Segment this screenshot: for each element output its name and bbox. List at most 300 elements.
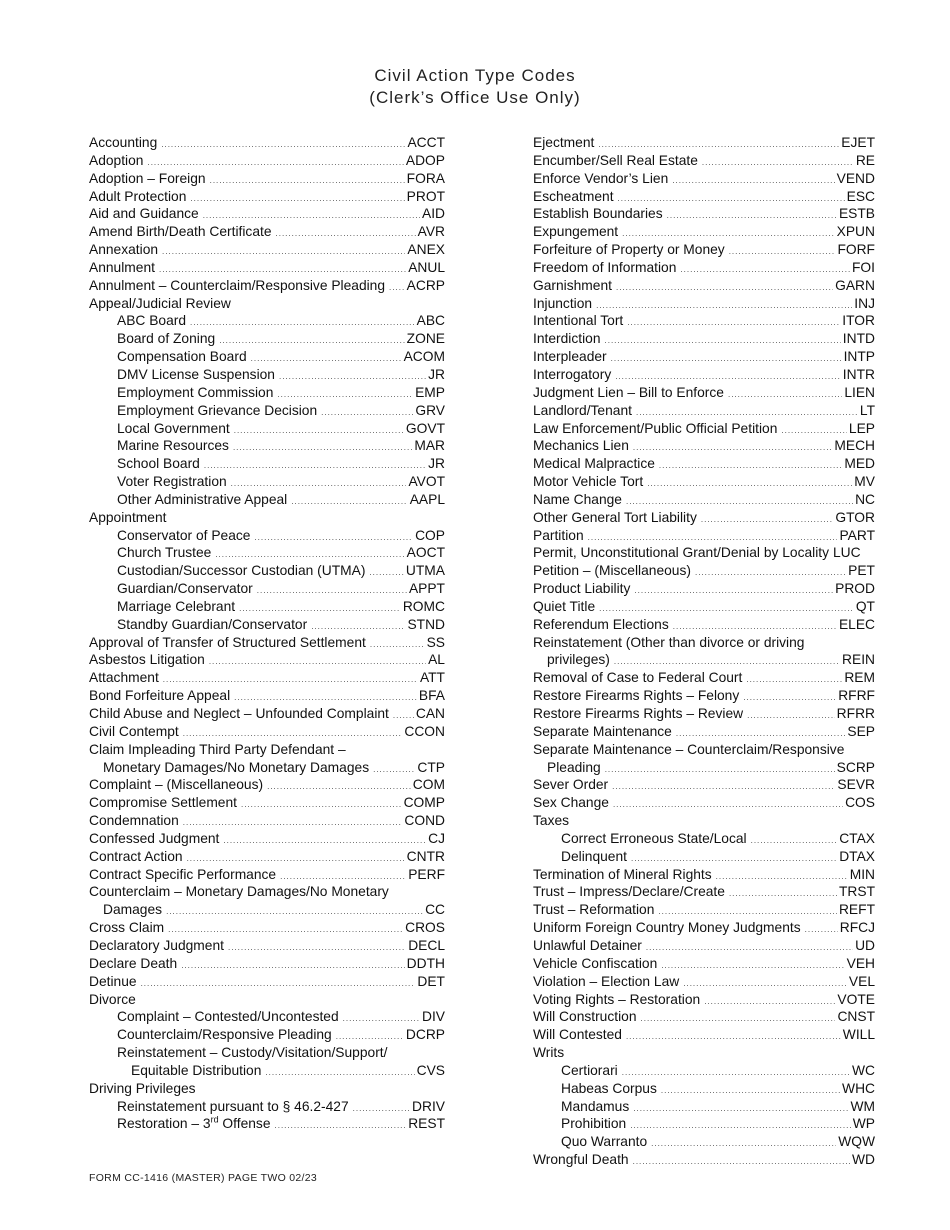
form-footer [89, 1172, 317, 1184]
code-row [89, 919, 445, 937]
case-type-label: Freedom of Information [533, 259, 677, 275]
case-type-label: Correct Erroneous State/Local [561, 830, 747, 846]
code-row [533, 580, 875, 598]
code-row [533, 455, 875, 473]
case-code: SEP [847, 723, 875, 739]
code-row [89, 955, 445, 973]
case-type-label: Ejectment [533, 135, 595, 150]
case-type-label: Termination of Mineral Rights [533, 866, 712, 882]
dot-leader [661, 1082, 840, 1100]
code-row [533, 883, 875, 901]
dot-leader [596, 297, 852, 315]
case-type-label: Separate Maintenance [533, 723, 672, 739]
dot-leader [233, 439, 412, 457]
code-row [89, 384, 445, 402]
case-type-label: Counterclaim/Responsive Pleading [117, 1027, 332, 1043]
case-type-label: Prohibition [561, 1116, 627, 1132]
case-type-label: Church Trustee [117, 545, 212, 561]
dot-leader [633, 1153, 850, 1171]
code-row [89, 1115, 445, 1133]
code-row [89, 598, 445, 616]
category-heading [89, 741, 445, 759]
case-code: ATT [419, 670, 445, 686]
dot-leader [667, 207, 837, 225]
code-row [89, 723, 445, 741]
code-row [89, 205, 445, 223]
dot-leader [161, 136, 405, 154]
dot-leader [651, 1135, 836, 1153]
code-row [89, 580, 445, 598]
case-type-label: Other General Tort Liability [533, 509, 697, 525]
case-code: ESC [846, 188, 875, 204]
category-label: Counterclaim – Monetary Damages/No Monetary [89, 884, 389, 900]
case-code: WQW [838, 1134, 875, 1150]
case-code: AVR [417, 224, 445, 240]
code-row [533, 723, 875, 741]
case-code: RFRF [838, 688, 875, 704]
code-row [89, 277, 445, 295]
code-row [89, 1026, 445, 1044]
case-type-label: Trust – Impress/Declare/Create [533, 884, 725, 900]
case-type-label: School Board [117, 456, 200, 472]
case-type-label: Detinue [89, 973, 137, 989]
code-row [89, 616, 445, 634]
code-row [533, 830, 875, 848]
case-code: CNST [837, 1009, 875, 1025]
case-type-label: Compensation Board [117, 349, 247, 365]
code-row [89, 455, 445, 473]
case-code: MED [844, 456, 875, 472]
case-code: GARN [835, 277, 875, 293]
case-code: APPT [408, 581, 445, 597]
code-row [89, 848, 445, 866]
case-type-label: Motor Vehicle Tort [533, 474, 644, 490]
dot-leader [257, 582, 407, 600]
dot-leader [228, 939, 406, 957]
dot-leader [630, 1117, 851, 1135]
category-heading [89, 295, 445, 313]
dot-leader [605, 761, 835, 779]
case-type-label: Sever Order [533, 777, 609, 793]
case-code: COND [404, 813, 445, 829]
case-code: ANEX [407, 242, 445, 258]
dot-leader [729, 243, 836, 261]
code-row [533, 312, 875, 330]
case-code: ITOR [842, 313, 875, 329]
case-type-label: privileges) [547, 652, 610, 668]
code-row [533, 848, 875, 866]
case-type-label: Condemnation [89, 813, 179, 829]
case-type-label: Reinstatement pursuant to § 46.2-427 [117, 1098, 349, 1114]
case-code: MV [854, 474, 875, 490]
dot-leader [661, 957, 844, 975]
dot-leader [746, 671, 842, 689]
case-type-label: Partition [533, 527, 584, 543]
case-type-label: Pleading [547, 759, 601, 775]
case-code: DTAX [839, 848, 875, 864]
case-code: PROT [406, 188, 445, 204]
case-type-label: Referendum Elections [533, 616, 669, 632]
dot-leader [633, 439, 833, 457]
case-code: CCON [404, 723, 445, 739]
case-type-label: Will Contested [533, 1027, 622, 1043]
case-type-label: Annulment – Counterclaim/Responsive Pleading [89, 277, 386, 293]
dot-leader [241, 796, 402, 814]
code-row [533, 1098, 875, 1116]
case-code: TRST [838, 884, 875, 900]
code-row [533, 491, 875, 509]
dot-leader [729, 885, 837, 903]
code-row [533, 651, 875, 669]
code-row [89, 1062, 445, 1080]
dot-leader [695, 564, 846, 582]
code-row [533, 527, 875, 545]
case-code: CTAX [839, 830, 875, 846]
case-type-label: Uniform Foreign Country Money Judgments [533, 920, 801, 936]
case-type-label: Interrogatory [533, 366, 612, 382]
code-row [89, 901, 445, 919]
case-code: WC [852, 1062, 875, 1078]
dot-leader [743, 689, 836, 707]
case-code: PERF [408, 866, 445, 882]
dot-leader [276, 225, 416, 243]
case-code: CTP [417, 759, 445, 775]
case-type-label: Unlawful Detainer [533, 937, 642, 953]
case-type-label: Child Abuse and Neglect – Unfounded Complaint [89, 706, 389, 721]
category-label: Taxes [533, 813, 570, 829]
code-row [533, 1026, 875, 1044]
category-heading [533, 634, 875, 652]
category-heading [89, 991, 445, 1009]
code-row [533, 759, 875, 777]
case-code: REST [408, 1116, 445, 1132]
case-code: INTP [843, 349, 875, 365]
case-code: QT [855, 598, 875, 614]
dot-leader [616, 279, 833, 297]
case-code: MIN [849, 866, 875, 882]
code-row [89, 776, 445, 794]
case-code: COP [415, 527, 445, 543]
category-label: Reinstatement – Custody/Visitation/Support/ [117, 1045, 388, 1061]
case-code: DDTH [406, 955, 445, 971]
case-code: CNTR [406, 848, 445, 864]
case-type-label: Vehicle Confiscation [533, 955, 658, 971]
dot-leader [210, 172, 405, 190]
dot-leader [166, 903, 423, 921]
case-type-label: Approval of Transfer of Structured Settlement [89, 634, 366, 650]
code-row [533, 330, 875, 348]
case-type-label: Injunction [533, 295, 593, 311]
case-code: ANUL [408, 259, 445, 275]
case-code: JR [428, 366, 445, 382]
case-type-label: Forfeiture of Property or Money [533, 242, 725, 258]
case-code: ACOM [403, 349, 445, 365]
case-type-label: Guardian/Conservator [117, 581, 253, 597]
case-code: PET [848, 563, 875, 579]
case-code: CJ [428, 830, 445, 846]
dot-leader [672, 172, 834, 190]
code-row [89, 473, 445, 491]
code-row [533, 598, 875, 616]
case-type-label: Complaint – (Miscellaneous) [89, 777, 264, 793]
dot-leader [204, 457, 426, 475]
case-code: ESTB [838, 206, 875, 222]
case-type-label: Violation – Election Law [533, 973, 680, 989]
code-row [533, 134, 875, 152]
code-row [533, 509, 875, 527]
dot-leader [647, 475, 852, 493]
case-code: XPUN [836, 224, 875, 240]
case-type-label: Mandamus [561, 1098, 630, 1114]
case-code: MAR [414, 438, 445, 454]
code-row [533, 991, 875, 1009]
case-type-label: Petition – (Miscellaneous) [533, 563, 691, 579]
case-code: LEP [848, 420, 875, 436]
code-row [89, 866, 445, 884]
code-row [533, 241, 875, 259]
case-type-label: Aid and Guidance [89, 206, 199, 222]
code-row [533, 919, 875, 937]
case-code: EJET [841, 135, 875, 150]
case-type-label: Enforce Vendor’s Lien [533, 170, 669, 186]
case-type-label: Monetary Damages/No Monetary Damages [103, 759, 370, 775]
case-code: AOCT [406, 545, 445, 561]
code-row [533, 437, 875, 455]
code-row [89, 527, 445, 545]
case-type-label: Board of Zoning [117, 331, 216, 347]
case-type-label: Asbestos Litigation [89, 652, 205, 668]
case-type-label: DMV License Suspension [117, 366, 275, 382]
case-type-label: Other Administrative Appeal [117, 491, 288, 507]
code-row [533, 544, 875, 562]
case-type-label: Compromise Settlement [89, 795, 237, 811]
case-code: FORA [406, 170, 445, 186]
case-code: VEH [846, 955, 875, 971]
code-row [533, 277, 875, 295]
case-code: SEVR [837, 777, 875, 793]
case-code: GTOR [835, 509, 875, 525]
case-code: SS [426, 634, 445, 650]
case-code: VEND [836, 170, 875, 186]
dot-leader [181, 957, 404, 975]
case-type-label: Adult Protection [89, 188, 187, 204]
code-row [89, 188, 445, 206]
case-code: ACCT [407, 135, 445, 150]
case-type-label: Confessed Judgment [89, 830, 220, 846]
dot-leader [267, 778, 411, 796]
case-code: EMP [415, 384, 445, 400]
category-label: Separate Maintenance – Counterclaim/Responsive [533, 741, 845, 757]
code-row [89, 223, 445, 241]
form-id: FORM CC-1416 (MASTER) PAGE TWO [89, 1172, 287, 1184]
dot-leader [680, 261, 850, 279]
case-type-label: Interpleader [533, 349, 607, 365]
case-code: ACRP [406, 277, 445, 293]
case-code: GOVT [405, 420, 445, 436]
code-row [89, 170, 445, 188]
case-type-label: Damages [103, 902, 163, 918]
case-type-label: Contract Specific Performance [89, 866, 277, 882]
case-type-label: Complaint – Contested/Uncontested [117, 1009, 339, 1025]
case-code: RFCJ [839, 920, 875, 936]
dot-leader [701, 511, 834, 529]
category-heading [89, 1080, 445, 1098]
dot-leader [223, 832, 426, 850]
code-row [89, 759, 445, 777]
case-code: FORF [837, 242, 875, 258]
case-code: CROS [405, 920, 445, 936]
code-row [89, 973, 445, 991]
dot-leader [369, 564, 403, 582]
code-row [533, 1062, 875, 1080]
dot-leader [805, 921, 838, 939]
case-type-label: Annexation [89, 242, 159, 258]
case-type-label: Expungement [533, 224, 619, 240]
dot-leader [162, 243, 405, 261]
dot-leader [605, 332, 841, 350]
code-row [533, 616, 875, 634]
page-title: Civil Action Type Codes [374, 66, 576, 85]
case-type-label: Adoption [89, 152, 144, 168]
code-row [89, 134, 445, 152]
case-type-label: Voter Registration [117, 474, 227, 490]
dot-leader [751, 832, 838, 850]
code-row [533, 1115, 875, 1133]
case-code: DECL [408, 937, 445, 953]
case-code: NC [855, 491, 875, 507]
code-row [89, 562, 445, 580]
case-code: ADOP [405, 152, 445, 168]
category-label: Reinstatement (Other than divorce or driving [533, 634, 805, 650]
code-row [533, 794, 875, 812]
dot-leader [190, 314, 415, 332]
case-code: VEL [848, 973, 875, 989]
case-type-label: Garnishment [533, 277, 612, 293]
case-type-label: Amend Birth/Death Certificate [89, 224, 272, 240]
dot-leader [254, 529, 413, 547]
dot-leader [209, 653, 426, 671]
case-code: COM [412, 777, 445, 793]
dot-leader [747, 707, 835, 725]
case-code: LT [859, 402, 875, 418]
case-type-label: Removal of Case to Federal Court [533, 670, 743, 686]
code-row [533, 170, 875, 188]
case-code: UD [855, 937, 875, 953]
case-code: AVOT [408, 474, 445, 490]
case-type-label: Certiorari [561, 1062, 618, 1078]
case-type-label: Intentional Tort [533, 313, 624, 329]
code-row [533, 973, 875, 991]
case-code: GRV [415, 402, 445, 418]
case-type-label: Annulment [89, 259, 155, 275]
case-type-label: Marine Resources [117, 438, 229, 454]
case-code: CAN [415, 706, 445, 721]
case-type-label: Voting Rights – Restoration [533, 991, 701, 1007]
code-row [533, 1151, 875, 1169]
case-type-label: Employment Commission [117, 384, 274, 400]
code-row [89, 330, 445, 348]
dot-leader [683, 975, 847, 993]
case-type-label: Local Government [117, 420, 230, 436]
code-row [89, 705, 445, 723]
case-code: RE [855, 152, 875, 168]
case-code: UTMA [405, 563, 445, 579]
case-code: MECH [834, 438, 875, 454]
dot-leader [641, 1010, 836, 1028]
case-type-label: Marriage Celebrant [117, 598, 236, 614]
case-code: RFRR [836, 706, 875, 721]
case-type-label: Law Enforcement/Public Official Petition [533, 420, 778, 436]
case-code: VOTE [837, 991, 875, 1007]
category-label: Appointment [89, 509, 167, 525]
case-code: LIEN [844, 384, 875, 400]
case-type-label: Adoption – Foreign [89, 170, 206, 186]
dot-leader [321, 404, 413, 422]
case-type-label: Interdiction [533, 331, 601, 347]
case-code: DET [417, 973, 445, 989]
case-type-label: Habeas Corpus [561, 1080, 657, 1096]
case-code: SCRP [836, 759, 875, 775]
label-part: Restoration – 3 [117, 1116, 211, 1132]
code-row [89, 491, 445, 509]
dot-leader [634, 582, 833, 600]
code-row [533, 366, 875, 384]
case-code: CVS [416, 1062, 445, 1078]
label-part: Offense [218, 1116, 271, 1132]
case-type-label: Equitable Distribution [131, 1062, 262, 1078]
code-row [89, 402, 445, 420]
category-heading [533, 1044, 875, 1062]
code-row [89, 634, 445, 652]
code-row [89, 651, 445, 669]
dot-leader [702, 154, 854, 172]
category-heading [89, 883, 445, 901]
case-type-label: Trust – Reformation [533, 902, 655, 918]
code-row [533, 1133, 875, 1151]
case-code: INTD [842, 331, 875, 347]
code-row [89, 544, 445, 562]
code-row [89, 687, 445, 705]
case-code: DRIV [412, 1098, 445, 1114]
dot-leader [370, 636, 425, 654]
case-code: WM [850, 1098, 875, 1114]
case-type-label: Landlord/Tenant [533, 402, 632, 418]
code-row [533, 348, 875, 366]
code-row [533, 188, 875, 206]
code-row [89, 812, 445, 830]
code-row [533, 473, 875, 491]
case-type-label: Declaratory Judgment [89, 937, 224, 953]
case-type-label: Wrongful Death [533, 1152, 629, 1168]
code-row [89, 830, 445, 848]
category-heading [533, 741, 875, 759]
case-type-label: Name Change [533, 491, 622, 507]
case-code: WP [852, 1116, 875, 1132]
case-code: PART [839, 527, 875, 543]
dot-leader [275, 1117, 407, 1135]
code-row [533, 937, 875, 955]
case-code: ELEC [838, 616, 875, 632]
case-type-label: Judgment Lien – Bill to Enforce [533, 384, 724, 400]
case-code: PROD [835, 581, 875, 597]
dot-leader [612, 778, 835, 796]
code-row [533, 776, 875, 794]
case-type-label: Attachment [89, 670, 159, 686]
case-type-label: Quiet Title [533, 598, 596, 614]
code-row [533, 152, 875, 170]
case-code: AAPL [409, 491, 445, 507]
code-row [533, 295, 875, 313]
